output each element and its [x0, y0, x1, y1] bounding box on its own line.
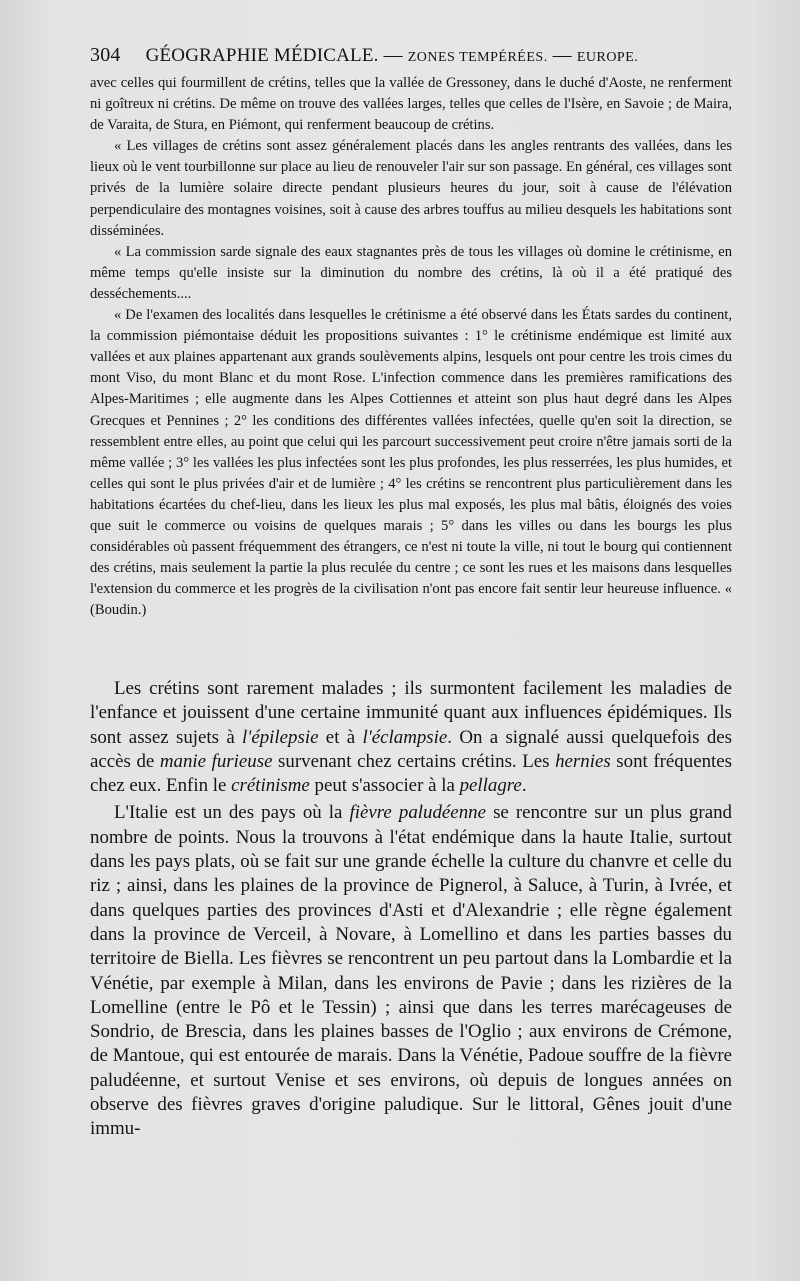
running-head	[90, 40, 730, 70]
italic-term: manie furieuse	[159, 750, 273, 772]
book-title: GÉOGRAPHIE MÉDICALE.	[145, 45, 379, 66]
main-text-block	[90, 677, 732, 1142]
text-run: se rencontre sur un plus grand nombre de points. Nous la trouvons à l'état endémique dans la haute Italie, surtout dans les pays plats, où se fait sur une grande échelle la culture du chanvre et celle du riz ; ainsi, dans les plaines de la province de Pignerol, à Saluce, à Turin, à Ivrée, et dans quelques parties des provinces d'Asti et d'Alexandrie ; elle règne également dans la province de Verceil, à Novare, à Lomellino et dans les parties basses du territoire de Biella. Les fièvres se rencontrent un peu partout dans la Lombardie et la Vénétie, par exemple à Milan, dans les environs de Pavie ; dans les rizières de la Lomelline (entre le Pô et le Tessin) ; ainsi que dans les terres marécageuses de Sondrio, de Brescia, dans les plaines basses de l'Oglio ; aux environs de Crémone, de Mantoue, qui est entourée de marais. Dans la Vénétie, Padoue souffre de la fièvre paludéenne, et surtout Venise et ses environs, où depuis de longues années on observe des fièvres graves d'origine paludique. Sur le littoral, Gênes jouit d'une immu-	[90, 802, 732, 1140]
italic-term: crétinisme	[231, 775, 310, 797]
body-paragraph-italie	[90, 801, 732, 1141]
text-run: Les crétins sont rarement malades ; ils surmontent facilement les maladies de l'enfance et jouissent d'une certaine immunité quant aux influences épidémiques. Ils sont assez sujets à	[90, 678, 732, 748]
text-run: L'Italie est un des pays où la	[114, 802, 350, 824]
quote-paragraph-3: « La commission sarde signale des eaux stagnantes près de tous les villages où domine le crétinisme, en même temps qu'elle insiste sur la diminution du nombre des crétins, là où il a été pratiqué des desséchements....	[90, 243, 732, 302]
text-run: peut s'associer à la	[309, 775, 460, 797]
page-number: 304	[90, 44, 121, 66]
quote-paragraph-1: avec celles qui fourmillent de crétins, telles que la vallée de Gressoney, dans le duché d'Aoste, ne renferment ni goîtreux ni crétins. De même on trouve des vallées larges, telles que celles de l'Isère, en Savoie ; de Maira, de Varaita, de Stura, en Piémont, qui renferment beaucoup de crétins.	[90, 75, 732, 134]
body-paragraph-cretins	[90, 677, 732, 798]
italic-term: fièvre paludéenne	[349, 802, 486, 824]
text-run: . On a signalé aussi quelquefois des accès de	[90, 726, 733, 772]
text-run: survenant chez certains crétins. Les	[272, 750, 556, 772]
italic-term: pellagre	[459, 775, 522, 797]
italic-term: l'éclampsie	[362, 726, 448, 748]
text-run: sont fréquentes chez eux. Enfin le	[90, 750, 733, 797]
text-run: .	[521, 775, 527, 797]
quoted-text-block	[90, 73, 732, 621]
text-run: et à	[318, 726, 363, 748]
header-dash-1: —	[383, 45, 403, 66]
italic-term: l'épilepsie	[242, 726, 319, 748]
italic-term: hernies	[555, 750, 611, 772]
header-dash-2: —	[552, 45, 572, 66]
quote-paragraph-2: « Les villages de crétins sont assez généralement placés dans les angles rentrants des vallées, dans les lieux où le vent tourbillonne sur place au lieu de renouveler l'air sur son passage. En général, ces villages sont privés de la lumière solaire directe pendant plusieurs heures du jour, soit à cause de l'élévation perpendiculaire des montagnes voisines, soit à cause des arbres touffus au milieu desquels les habitations sont disséminées.	[90, 138, 732, 239]
section-title: ZONES TEMPÉRÉES.	[407, 50, 548, 65]
region-title: EUROPE.	[576, 50, 639, 65]
quote-paragraph-4: « De l'examen des localités dans lesquelles le crétinisme a été observé dans les États sardes du continent, la commission piémontaise déduit les propositions suivantes : 1° le crétinisme endémique est limité aux vallées et aux plaines appartenant aux grands soulèvements alpins, lesquels ont pour centre les trois cimes du mont Viso, du mont Blanc et du mont Rose. L'infection commence dans les premières ramifications des Alpes-Maritimes ; elle augmente dans les Alpes Cottiennes et atteint son plus haut degré dans les Alpes Grecques et Pennines ; 2° les conditions des différentes vallées infectées, quelle qu'en soit la direction, se ressemblent entre elles, au point que celui qui les parcourt successivement peut croire n'être jamais sorti de la même vallée ; 3° les vallées les plus infectées sont les plus profondes, les plus resserrées, les plus humides, et celles qui sont le plus privées d'air et de lumière ; 4° les crétins se rencontrent plus particulièrement dans les habitations écartées du chef-lieu, dans les lieux les plus mal exposés, les plus mal bâtis, éloignés des voies que suit le commerce ou voisins de quelques marais ; 5° dans les villes ou dans les bourgs les plus considérables où passent fréquemment des étrangers, ce n'est ni toute la ville, ni tout le bourg qui contiennent des crétins, mais seulement la partie la plus reculée du centre ; ce sont les rues et les maisons dans lesquelles l'extension du commerce et les progrès de la civilisation n'ont pas encore fait sentir leur heureuse influence. « (Boudin.)	[90, 307, 732, 619]
